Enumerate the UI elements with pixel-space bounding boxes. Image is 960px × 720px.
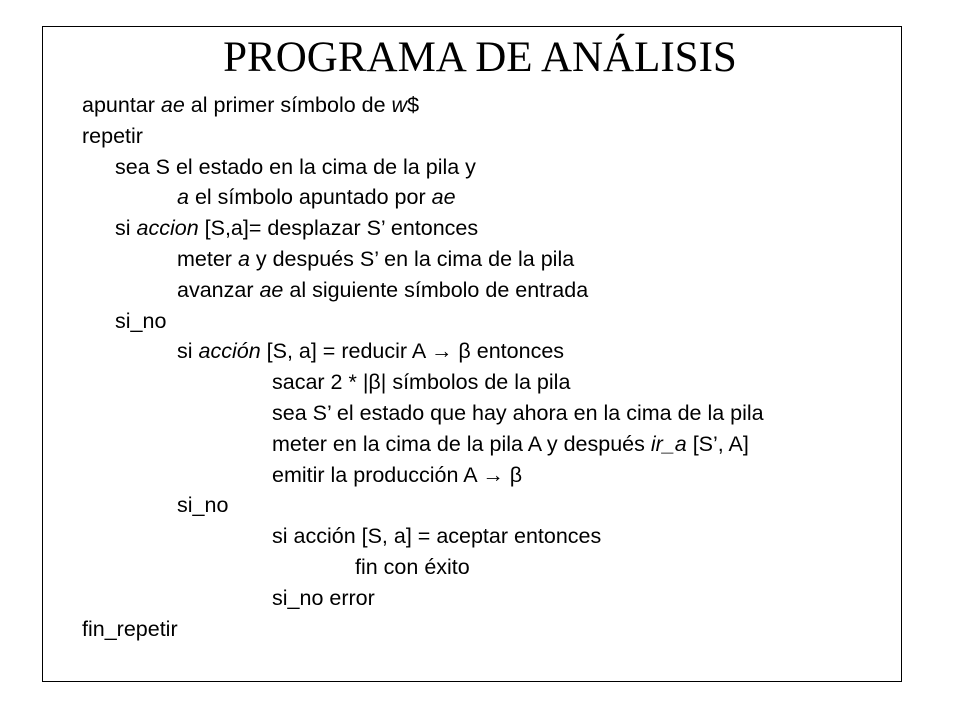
code-line — [82, 490, 922, 521]
code-text: si — [177, 339, 199, 364]
code-line — [82, 583, 922, 614]
code-line — [82, 398, 922, 429]
code-line — [82, 614, 922, 645]
code-line — [82, 121, 922, 152]
code-line — [82, 460, 922, 491]
code-text: si acción [S, a] = aceptar entonces — [272, 524, 602, 549]
code-line — [82, 244, 922, 275]
code-text: apuntar — [82, 93, 161, 117]
code-line — [82, 336, 922, 367]
code-term-italic: w — [391, 93, 408, 117]
code-line — [82, 552, 922, 583]
code-text: repetir — [82, 123, 143, 148]
code-text: y después S’ en la cima de la pila — [249, 246, 575, 271]
code-text: sea S el estado en la cima de la pila y — [115, 154, 476, 179]
code-term-italic: acción — [198, 339, 261, 364]
code-text: si_no — [177, 493, 229, 518]
code-line — [82, 182, 922, 213]
code-line — [82, 521, 922, 552]
code-line — [82, 213, 922, 244]
code-term-italic: a — [237, 246, 250, 271]
code-text: [S,a]= desplazar S’ entonces — [198, 216, 479, 241]
algorithm-listing — [82, 90, 922, 644]
page-title: PROGRAMA DE ANÁLISIS — [223, 34, 737, 81]
code-text: al primer símbolo de — [184, 93, 392, 117]
code-text: fin_repetir — [82, 616, 178, 641]
code-term-italic: accion — [136, 216, 199, 241]
code-line — [82, 367, 922, 398]
code-text: si_no — [115, 308, 167, 333]
code-text: al siguiente símbolo de entrada — [283, 277, 589, 302]
code-text: avanzar — [177, 277, 260, 302]
code-text: el símbolo apuntado por — [188, 185, 432, 210]
code-line — [82, 275, 922, 306]
code-term-italic: ae — [160, 93, 185, 117]
code-text: meter en la cima de la pila A y después — [272, 431, 651, 456]
code-text: [S’, A] — [686, 431, 749, 456]
code-term-italic: a — [177, 185, 189, 210]
code-line — [82, 306, 922, 337]
code-text: [S, a] = reducir A → β entonces — [260, 339, 565, 364]
code-text: sacar 2 * |β| símbolos de la pila — [272, 370, 571, 395]
code-text: si_no error — [272, 585, 375, 610]
code-text: meter — [177, 246, 238, 271]
code-line — [82, 152, 922, 183]
code-text: sea S’ el estado que hay ahora en la cima de la pila — [272, 400, 764, 425]
code-text: fin con éxito — [355, 554, 470, 579]
code-text: si — [115, 216, 137, 241]
code-term-italic: ae — [431, 185, 456, 210]
code-line — [82, 90, 922, 121]
code-text: emitir la producción A → β — [272, 462, 523, 487]
code-term-italic: ir_a — [650, 431, 687, 456]
code-line — [82, 429, 922, 460]
code-term-italic: ae — [259, 277, 284, 302]
code-text: $ — [407, 93, 420, 117]
